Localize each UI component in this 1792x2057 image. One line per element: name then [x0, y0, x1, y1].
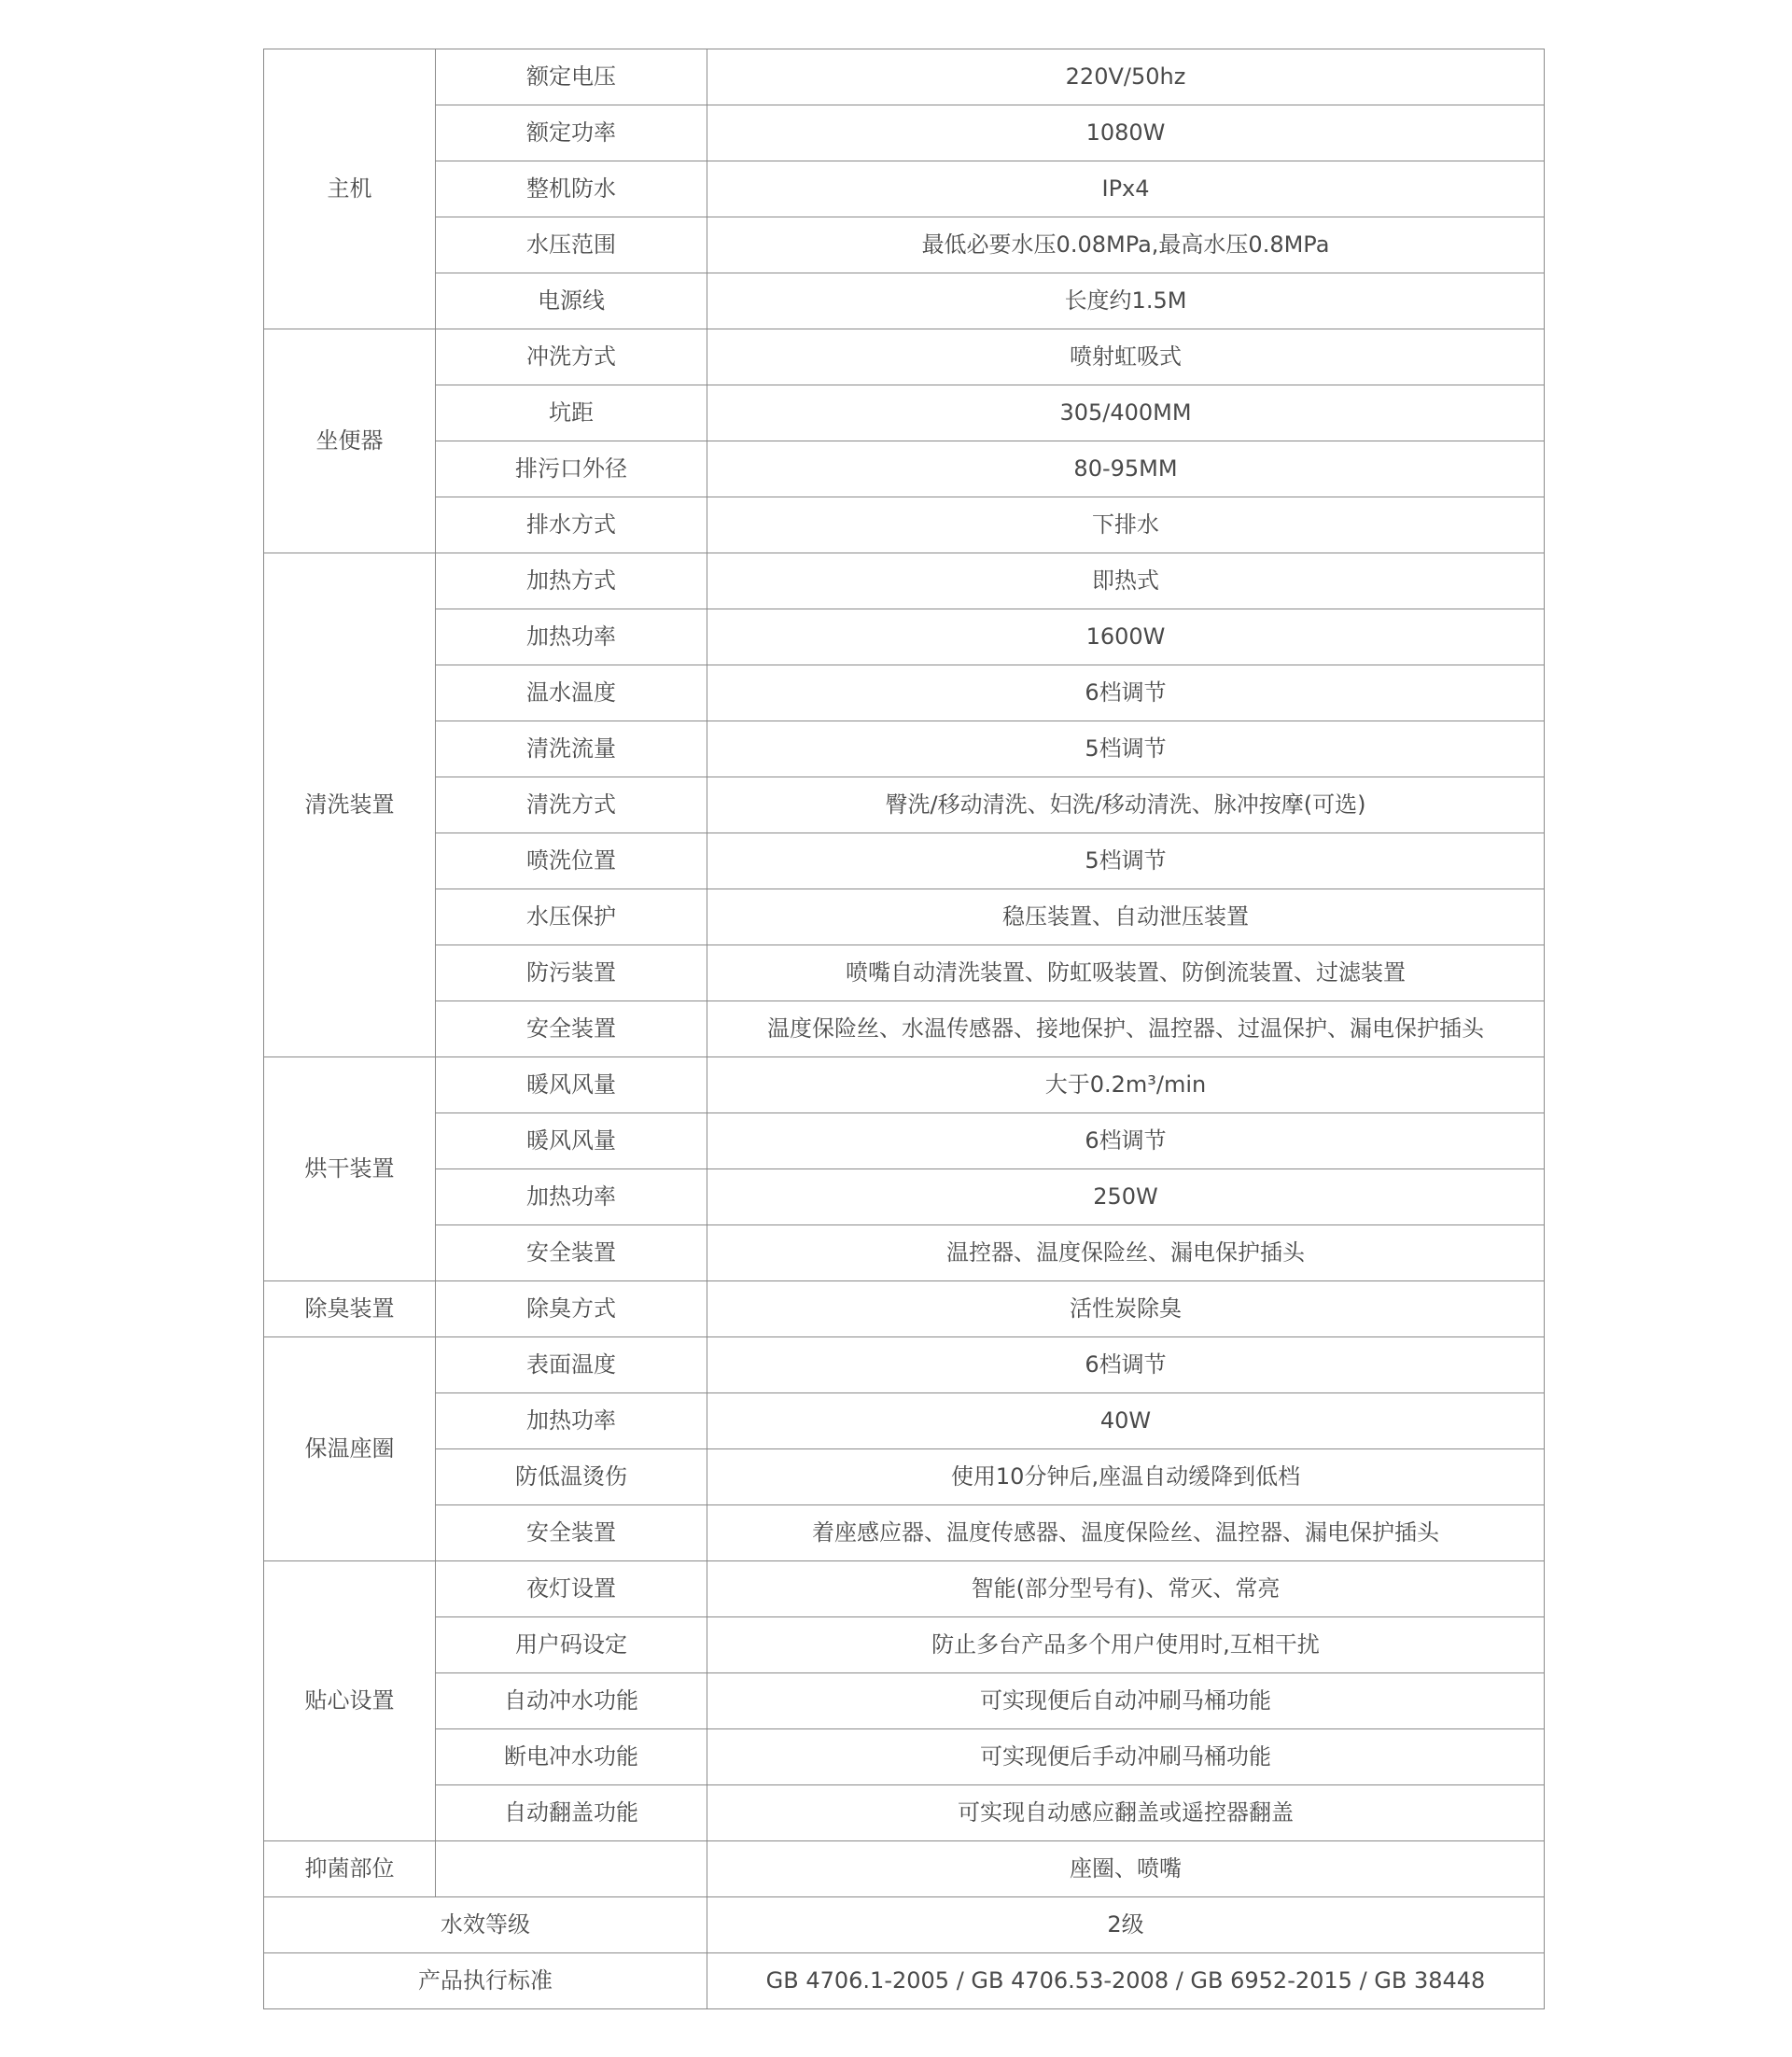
table-row	[264, 105, 1545, 161]
table-row	[264, 497, 1545, 553]
value-cell: 着座感应器、温度传感器、温度保险丝、温控器、漏电保护插头	[707, 1505, 1545, 1561]
summary-row	[264, 1953, 1545, 2009]
table-row	[264, 945, 1545, 1001]
item-cell: 清洗方式	[436, 777, 707, 833]
table-row	[264, 1785, 1545, 1841]
category-cell: 抑菌部位	[264, 1841, 436, 1897]
item-cell: 加热功率	[436, 1393, 707, 1449]
item-cell: 温水温度	[436, 665, 707, 721]
table-row	[264, 441, 1545, 497]
item-cell: 安全装置	[436, 1225, 707, 1281]
item-cell: 排污口外径	[436, 441, 707, 497]
item-cell: 清洗流量	[436, 721, 707, 777]
table-row	[264, 889, 1545, 945]
table-row	[264, 1225, 1545, 1281]
category-cell: 保温座圈	[264, 1337, 436, 1561]
summary-row	[264, 1897, 1545, 1953]
value-cell: 即热式	[707, 553, 1545, 609]
category-cell: 主机	[264, 49, 436, 329]
value-cell: 305/400MM	[707, 385, 1545, 441]
value-cell: 可实现便后自动冲刷马桶功能	[707, 1673, 1545, 1729]
table-row	[264, 1841, 1545, 1897]
value-cell: 稳压装置、自动泄压装置	[707, 889, 1545, 945]
table-row	[264, 721, 1545, 777]
table-row	[264, 1001, 1545, 1057]
value-cell: 220V/50hz	[707, 49, 1545, 105]
table-row	[264, 1729, 1545, 1785]
value-cell: 活性炭除臭	[707, 1281, 1545, 1337]
category-cell: 贴心设置	[264, 1561, 436, 1841]
item-cell: 断电冲水功能	[436, 1729, 707, 1785]
category-cell: 除臭装置	[264, 1281, 436, 1337]
summary-label-cell: 水效等级	[264, 1897, 707, 1953]
spec-table-body	[264, 49, 1545, 2009]
value-cell: 80-95MM	[707, 441, 1545, 497]
value-cell: 大于0.2m³/min	[707, 1057, 1545, 1113]
value-cell: 最低必要水压0.08MPa,最高水压0.8MPa	[707, 217, 1545, 273]
item-cell: 除臭方式	[436, 1281, 707, 1337]
table-row	[264, 1561, 1545, 1617]
item-cell: 排水方式	[436, 497, 707, 553]
value-cell: 长度约1.5M	[707, 273, 1545, 329]
table-row	[264, 665, 1545, 721]
table-row	[264, 217, 1545, 273]
item-cell: 用户码设定	[436, 1617, 707, 1673]
item-cell: 防低温烫伤	[436, 1449, 707, 1505]
value-cell: IPx4	[707, 161, 1545, 217]
value-cell: 臀洗/移动清洗、妇洗/移动清洗、脉冲按摩(可选)	[707, 777, 1545, 833]
item-cell	[436, 1841, 707, 1897]
value-cell: 座圈、喷嘴	[707, 1841, 1545, 1897]
category-cell: 清洗装置	[264, 553, 436, 1057]
item-cell: 表面温度	[436, 1337, 707, 1393]
item-cell: 水压保护	[436, 889, 707, 945]
table-row	[264, 1281, 1545, 1337]
item-cell: 加热功率	[436, 1169, 707, 1225]
table-row	[264, 161, 1545, 217]
item-cell: 自动冲水功能	[436, 1673, 707, 1729]
table-row	[264, 1505, 1545, 1561]
table-row	[264, 1617, 1545, 1673]
value-cell: 6档调节	[707, 665, 1545, 721]
table-row	[264, 609, 1545, 665]
item-cell: 安全装置	[436, 1001, 707, 1057]
value-cell: 250W	[707, 1169, 1545, 1225]
table-row	[264, 777, 1545, 833]
value-cell: 可实现自动感应翻盖或遥控器翻盖	[707, 1785, 1545, 1841]
item-cell: 自动翻盖功能	[436, 1785, 707, 1841]
item-cell: 坑距	[436, 385, 707, 441]
value-cell: 6档调节	[707, 1113, 1545, 1169]
item-cell: 冲洗方式	[436, 329, 707, 385]
table-row	[264, 1169, 1545, 1225]
value-cell: 6档调节	[707, 1337, 1545, 1393]
value-cell: 5档调节	[707, 721, 1545, 777]
spec-table	[263, 49, 1545, 2009]
table-row	[264, 1337, 1545, 1393]
table-row	[264, 329, 1545, 385]
table-row	[264, 833, 1545, 889]
category-cell: 坐便器	[264, 329, 436, 553]
item-cell: 电源线	[436, 273, 707, 329]
item-cell: 整机防水	[436, 161, 707, 217]
value-cell: 防止多台产品多个用户使用时,互相干扰	[707, 1617, 1545, 1673]
value-cell: 1600W	[707, 609, 1545, 665]
summary-label-cell: 产品执行标准	[264, 1953, 707, 2009]
table-row	[264, 273, 1545, 329]
item-cell: 加热方式	[436, 553, 707, 609]
value-cell: 下排水	[707, 497, 1545, 553]
table-row	[264, 1113, 1545, 1169]
value-cell: 1080W	[707, 105, 1545, 161]
item-cell: 安全装置	[436, 1505, 707, 1561]
table-row	[264, 553, 1545, 609]
table-row	[264, 385, 1545, 441]
item-cell: 加热功率	[436, 609, 707, 665]
summary-value-cell: 2级	[707, 1897, 1545, 1953]
item-cell: 暖风风量	[436, 1113, 707, 1169]
table-row	[264, 1449, 1545, 1505]
category-cell: 烘干装置	[264, 1057, 436, 1281]
item-cell: 额定功率	[436, 105, 707, 161]
value-cell: 喷射虹吸式	[707, 329, 1545, 385]
value-cell: 使用10分钟后,座温自动缓降到低档	[707, 1449, 1545, 1505]
item-cell: 喷洗位置	[436, 833, 707, 889]
summary-value-cell: GB 4706.1-2005 / GB 4706.53-2008 / GB 6952-2015 / GB 38448	[707, 1953, 1545, 2009]
value-cell: 温度保险丝、水温传感器、接地保护、温控器、过温保护、漏电保护插头	[707, 1001, 1545, 1057]
table-row	[264, 1057, 1545, 1113]
table-row	[264, 49, 1545, 105]
item-cell: 水压范围	[436, 217, 707, 273]
table-row	[264, 1393, 1545, 1449]
item-cell: 防污装置	[436, 945, 707, 1001]
value-cell: 喷嘴自动清洗装置、防虹吸装置、防倒流装置、过滤装置	[707, 945, 1545, 1001]
value-cell: 智能(部分型号有)、常灭、常亮	[707, 1561, 1545, 1617]
table-row	[264, 1673, 1545, 1729]
value-cell: 可实现便后手动冲刷马桶功能	[707, 1729, 1545, 1785]
value-cell: 5档调节	[707, 833, 1545, 889]
value-cell: 温控器、温度保险丝、漏电保护插头	[707, 1225, 1545, 1281]
item-cell: 暖风风量	[436, 1057, 707, 1113]
item-cell: 夜灯设置	[436, 1561, 707, 1617]
value-cell: 40W	[707, 1393, 1545, 1449]
item-cell: 额定电压	[436, 49, 707, 105]
